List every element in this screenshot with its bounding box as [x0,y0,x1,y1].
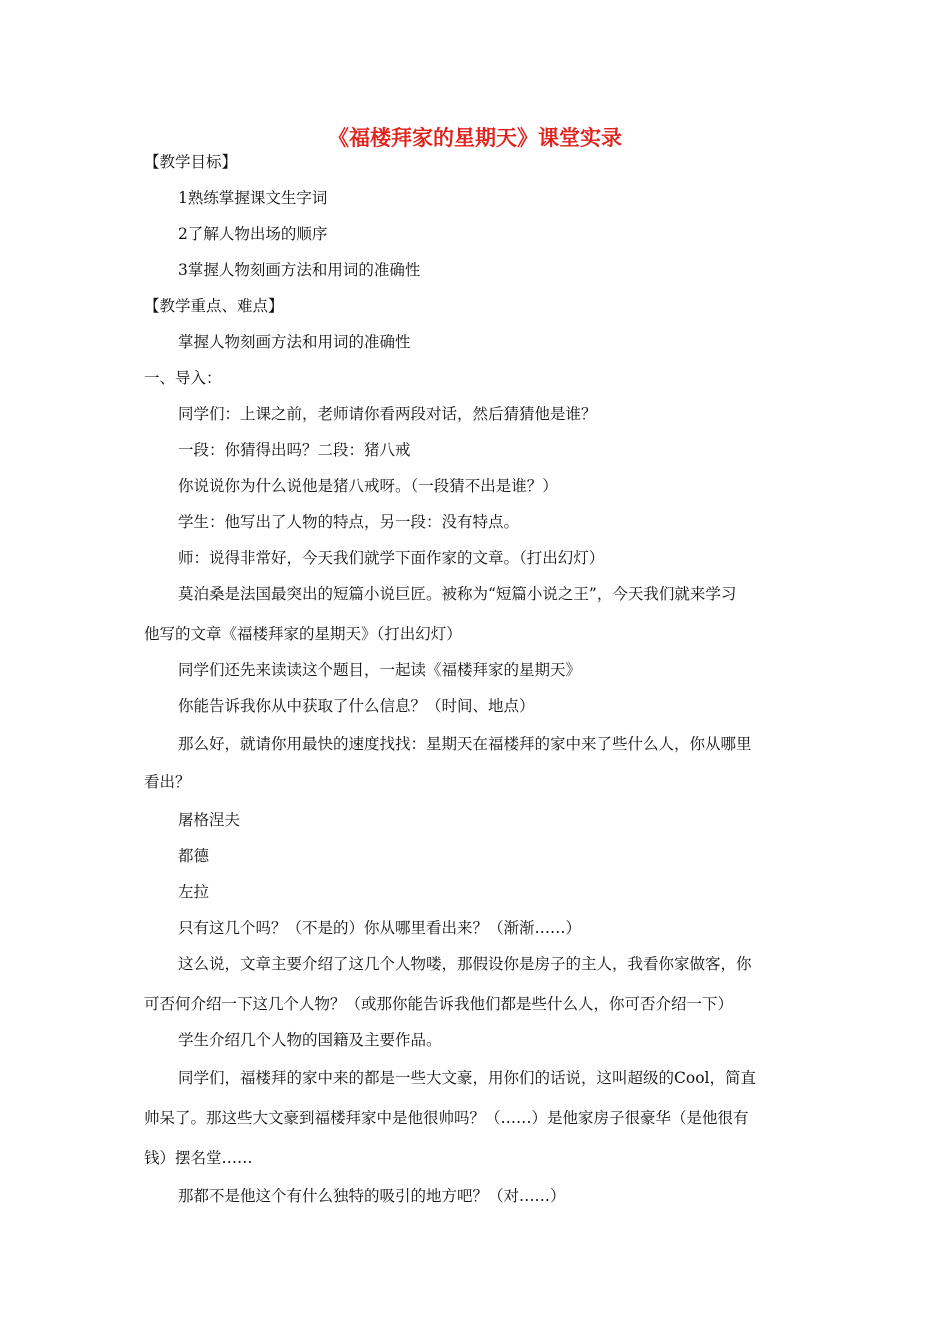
key-point-text: 掌握人物刻画方法和用词的准确性 [178,333,411,351]
paragraph-continuation: 可否何介绍一下这几个人物？（或那你能告诉我他们都是些什么人，你可否介绍一下） [144,995,734,1013]
goal-item-3: 3掌握人物刻画方法和用词的准确性 [178,261,421,279]
paragraph: 那么好，就请你用最快的速度找找：星期天在福楼拜的家中来了些什么人，你从哪里 [178,735,752,753]
section-intro-heading: 一、导入： [144,369,222,387]
paragraph: 师：说得非常好，今天我们就学下面作家的文章。（打出幻灯） [178,549,605,567]
heading-key-points: 【教学重点、难点】 [144,297,284,315]
list-item: 都德 [178,847,210,865]
paragraph: 这么说，文章主要介绍了这几个人物喽，那假设你是房子的主人，我看你家做客，你 [178,955,752,973]
paragraph: 学生介绍几个人物的国籍及主要作品。 [178,1031,442,1049]
list-item: 屠格涅夫 [178,811,241,829]
paragraph-continuation: 他写的文章《福楼拜家的星期天》（打出幻灯） [144,625,462,643]
paragraph-continuation: 钱）摆名堂…… [144,1149,253,1167]
paragraph: 莫泊桑是法国最突出的短篇小说巨匠。被称为“短篇小说之王”，今天我们就来学习 [178,585,737,603]
goal-item-1: 1熟练掌握课文生字词 [178,189,328,207]
paragraph: 学生：他写出了人物的特点，另一段：没有特点。 [178,513,520,531]
document-title: 《福楼拜家的星期天》课堂实录 [328,126,622,150]
paragraph: 只有这几个吗？（不是的）你从哪里看出来？（渐渐……） [178,919,582,937]
paragraph: 同学们还先来读读这个题目，一起读《福楼拜家的星期天》 [178,661,582,679]
paragraph: 一段：你猜得出吗？二段：猪八戒 [178,441,411,459]
paragraph-continuation: 看出？ [144,773,191,791]
paragraph-continuation: 帅呆了。那这些大文豪到福楼拜家中是他很帅吗？（……）是他家房子很豪华（是他很有 [144,1109,749,1127]
paragraph: 你能告诉我你从中获取了什么信息？（时间、地点） [178,697,535,715]
paragraph: 那都不是他这个有什么独特的吸引的地方吧？（对……） [178,1187,566,1205]
heading-teaching-goals: 【教学目标】 [144,153,238,171]
paragraph: 同学们：上课之前，老师请你看两段对话，然后猜猜他是谁？ [178,405,597,423]
paragraph: 同学们，福楼拜的家中来的都是一些大文豪，用你们的话说，这叫超级的Cool，简直 [178,1069,756,1087]
goal-item-2: 2了解人物出场的顺序 [178,225,328,243]
list-item: 左拉 [178,883,210,901]
paragraph: 你说说你为什么说他是猪八戒呀。（一段猜不出是谁？） [178,477,558,495]
